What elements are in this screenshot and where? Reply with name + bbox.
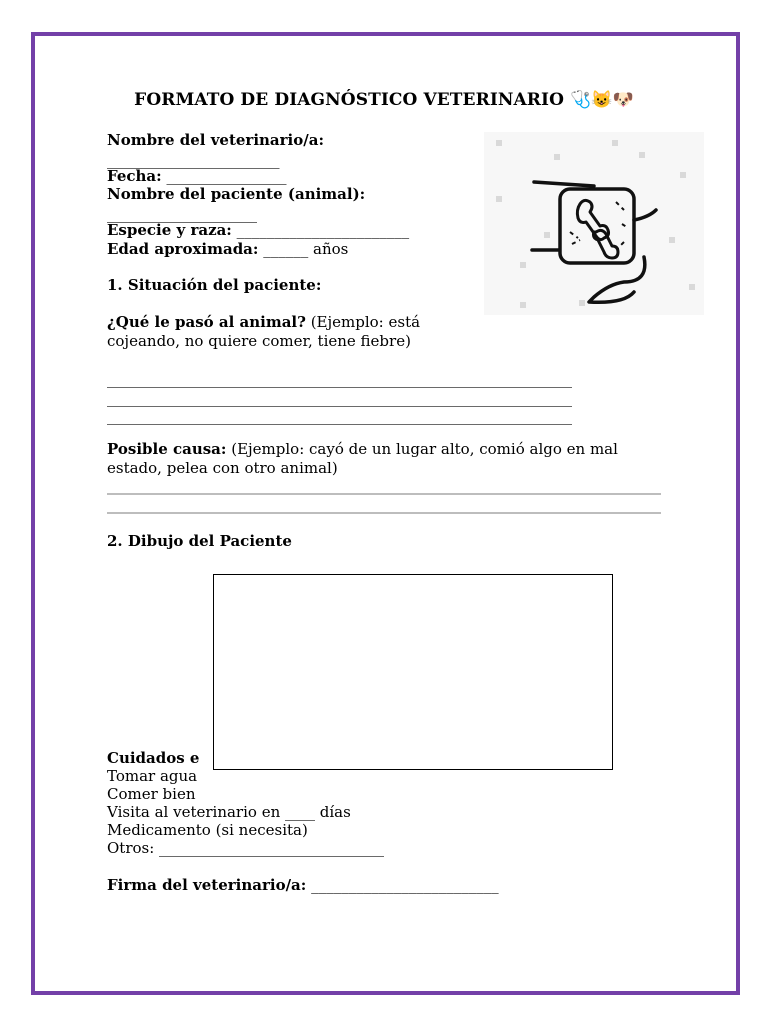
question-paragraph [107, 313, 447, 350]
age-row [107, 240, 348, 259]
signature-row [107, 876, 499, 895]
care-item-label: Otros: ______________________________ [107, 839, 385, 857]
signature-label: Firma del veterinario/a: [107, 876, 307, 894]
vet-name-label: Nombre del veterinario/a: [107, 131, 324, 149]
care-item-label: Medicamento (si necesita) [107, 821, 308, 839]
question-label: ¿Qué le pasó al animal? [107, 313, 306, 331]
vet-name-blank[interactable]: _______________________ [107, 151, 280, 169]
patient-row [107, 185, 365, 204]
cause-answer-line-2[interactable] [107, 512, 661, 514]
signature-blank[interactable]: _________________________ [311, 876, 499, 894]
care-item [107, 839, 384, 858]
answer-line-2[interactable]: ______________________________________________________________ [107, 389, 572, 407]
species-row [107, 221, 409, 240]
section1-heading [107, 276, 321, 295]
patient-drawing-area[interactable] [213, 574, 613, 770]
patient-label: Nombre del paciente (animal): [107, 185, 366, 203]
cause-answer-line-1[interactable] [107, 493, 661, 495]
care-heading-text: Cuidados e [107, 749, 200, 767]
care-item [107, 821, 308, 840]
cause-paragraph [107, 440, 652, 477]
section2-heading [107, 532, 292, 551]
cause-label: Posible causa: [107, 440, 227, 458]
patient-blank[interactable]: ____________________ [107, 205, 257, 223]
section2-heading-text: 2. Dibujo del Paciente [107, 532, 292, 550]
section1-heading-text: 1. Situación del paciente: [107, 276, 322, 294]
age-label: Edad aproximada: [107, 240, 259, 258]
question-example: (Ejemplo: está cojeando, no quiere comer, tiene fiebre) [107, 313, 421, 350]
document-title: FORMATO DE DIAGNÓSTICO VETERINARIO 🩺😺🐶 [134, 90, 634, 110]
xray-drawing [484, 132, 704, 315]
species-blank[interactable]: _______________________ [236, 221, 410, 239]
care-item [107, 803, 351, 822]
care-heading [107, 749, 199, 768]
age-blank[interactable]: ______ [263, 240, 309, 258]
care-item [107, 785, 195, 804]
vet-name-row [107, 131, 324, 150]
answer-line-1[interactable]: ______________________________________________________________ [107, 370, 572, 388]
care-item-label: Tomar agua [107, 767, 198, 785]
species-label: Especie y raza: [107, 221, 232, 239]
cause-example: (Ejemplo: cayó de un lugar alto, comió algo en mal estado, pelea con otro animal) [107, 440, 618, 477]
answer-line-3[interactable]: ______________________________________________________________ [107, 407, 572, 425]
date-blank[interactable]: ________________ [166, 167, 287, 185]
care-item-label: Visita al veterinario en ____ días [107, 803, 351, 821]
care-item-label: Comer bien [107, 785, 196, 803]
date-label: Fecha: [107, 167, 162, 185]
care-item [107, 767, 197, 786]
xray-illustration [484, 132, 704, 315]
date-row [107, 167, 286, 186]
age-unit: años [313, 240, 349, 258]
